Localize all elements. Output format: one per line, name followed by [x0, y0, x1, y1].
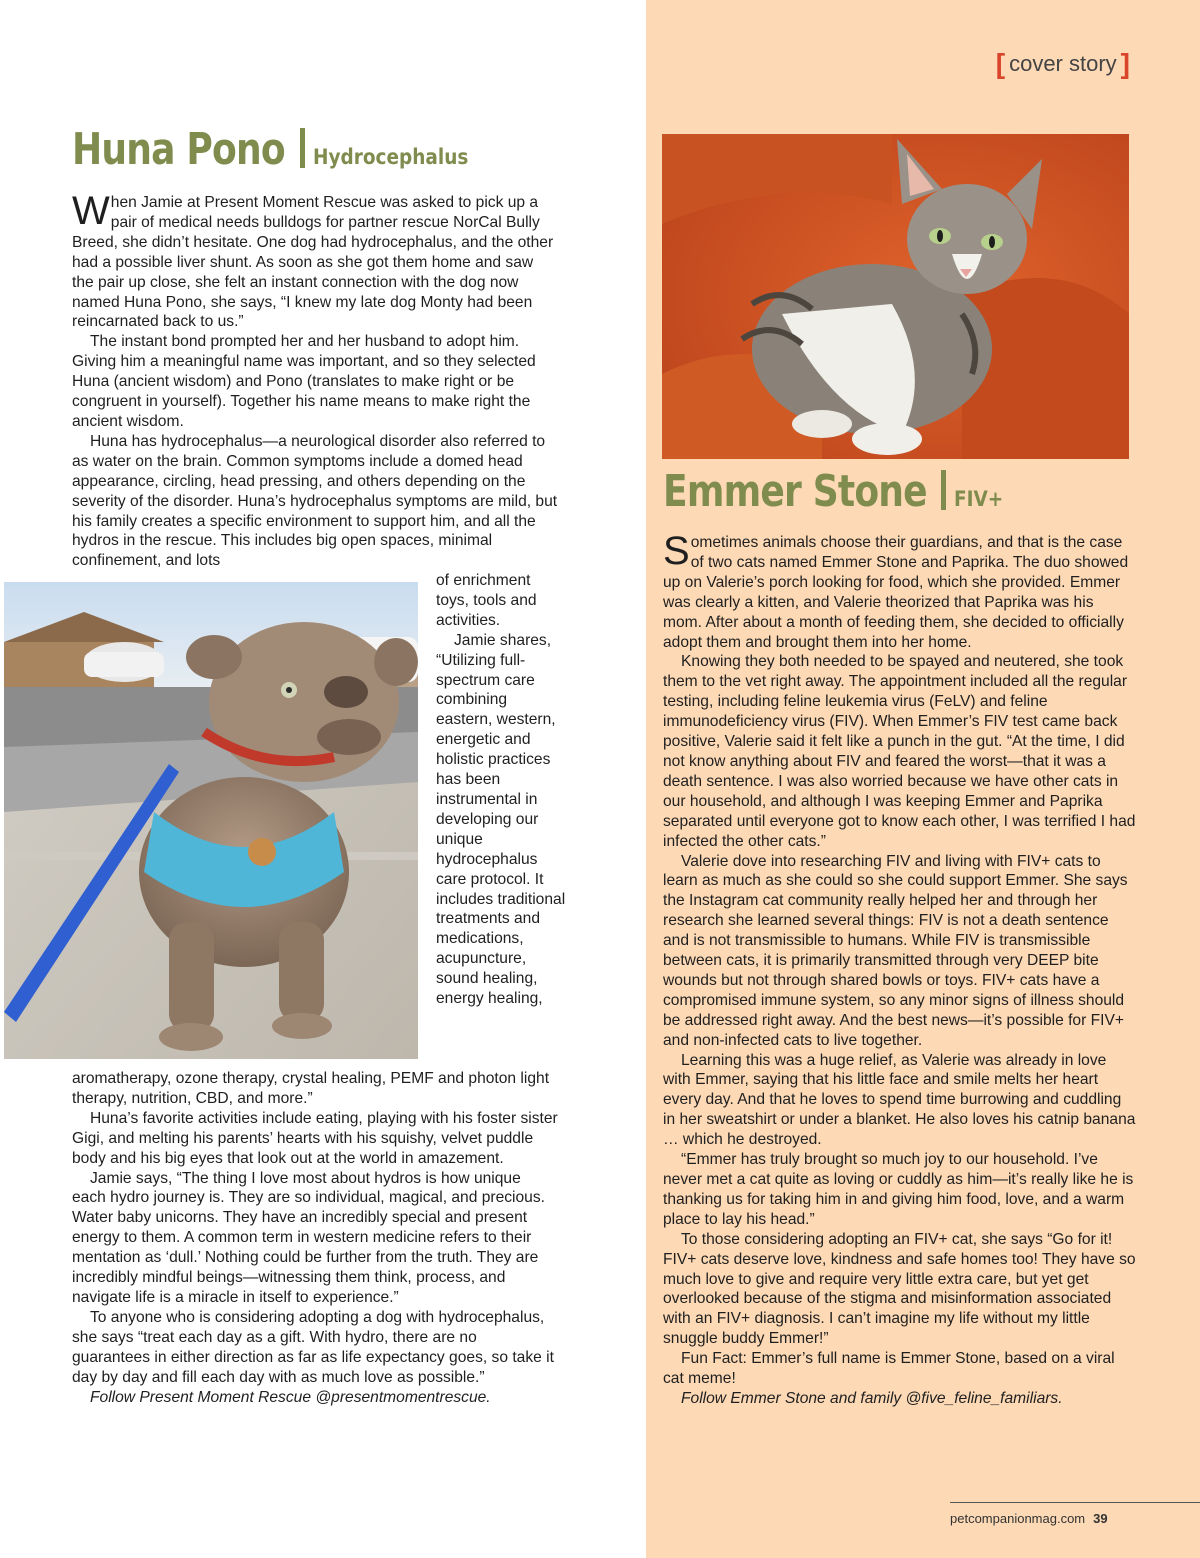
huna-paragraph-4b: aromatherapy, ozone therapy, crystal healing, PEMF and photon light therapy, nutrition, CBD, and more.”: [72, 1070, 550, 1107]
section-label: cover story: [1009, 51, 1117, 76]
huna-body-bottom: [72, 1069, 558, 1407]
emmer-subtitle: FIV+: [953, 487, 1004, 511]
huna-paragraph-3a: Huna has hydrocephalus—a neurological disorder also referred to as water on the brain. Common symptoms include a domed head appearance, circling, head pressing, and others depending on the severity of the disorder. Huna’s hydrocephalus symptoms are mild, but his family creates a specific environment to support him, and all the hydros in the rescue. This includes big open spaces, minimal confinement, and lots: [72, 432, 558, 570]
emmer-paragraph-3: Valerie dove into researching FIV and living with FIV+ cats to learn as much as she could so she could support Emmer. She says the Instagram cat community really helped her and through her research she learned several things: FIV is not a death sentence and is not transmissible to humans. While FIV is transmissible between cats, it is primarily transmitted through very DEEP bite wounds but not through shared bowls or toys. FIV+ cats have a compromised immune system, so any minor signs of illness should be addressed right away. And the best news—it’s possible for FIV+ and non-infected cats to live together.: [663, 852, 1128, 1049]
cat-photo: [662, 134, 1129, 459]
emmer-paragraph-4: Learning this was a huge relief, as Valerie was already in love with Emmer, saying that his little face and smile melts her heart every day. And that he loves to spend time burrowing and cuddling in her sweatshirt or under a blanket. He also loves his catnip banana … which he destroyed.: [663, 1051, 1136, 1149]
huna-paragraph-3b: of enrichment toys, tools and activities.: [436, 572, 537, 629]
emmer-paragraph-2: Knowing they both needed to be spayed and neutered, she took them to the vet right away. The appointment included all the regular testing, including feline leukemia virus (FeLV) and feline immunodeficiency virus (FIV). When Emmer’s FIV test came back positive, Valerie said it felt like a punch in the gut. “At the time, I did not know anything about FIV and feared the worst—that it was a death sentence. I was also worried because we have other cats in our household, and although I was keeping Emmer and Paprika separated until everyone got to know each other, I was terrified I had infected the other cats.”: [663, 653, 1136, 850]
page-number: 39: [1093, 1511, 1108, 1526]
huna-paragraph-4a: Jamie shares, “Utilizing full-spectrum care combining eastern, western, energetic and holistic practices has been instrumental in developing our unique hydrocephalus care protocol. It includes traditional treatments and medications, acupuncture, sound healing, energy healing,: [436, 631, 566, 1008]
page-footer: [950, 1502, 1200, 1526]
huna-title-text: Huna Pono: [72, 124, 285, 175]
emmer-paragraph-7: Fun Fact: Emmer’s full name is Emmer Stone, based on a viral cat meme!: [663, 1350, 1115, 1388]
emmer-paragraph-1: Sometimes animals choose their guardians, and that is the case of two cats named Emmer Stone and Paprika. The duo showed up on Valerie’s porch looking for food, which she provided. Emmer was clearly a kitten, and Valerie theorized that Paprika was his mom. After about a month of feeding them, she decided to officially adopt them and brought them into her home.: [663, 529, 1129, 651]
huna-body-top: [72, 189, 558, 571]
section-tag: [996, 48, 1130, 80]
title-divider-2: [941, 470, 946, 510]
huna-paragraph-7: To anyone who is considering adopting a dog with hydrocephalus, she says “treat each day as a gift. With hydro, there are no guarantees in either direction as far as life expectancy goes, so take it day by day and fill each day with as much love as possible.”: [72, 1308, 554, 1386]
emmer-follow-line: Follow Emmer Stone and family @five_feline_familiars.: [681, 1389, 1063, 1407]
cat-image: [662, 134, 1129, 459]
title-divider: [300, 128, 305, 168]
emmer-title: [663, 466, 1010, 517]
huna-paragraph-2: The instant bond prompted her and her husband to adopt him. Giving him a meaningful name was important, and so they selected Huna (ancient wisdom) and Pono (translates to make right or be congruent in yourself). Together his name means to make right the ancient wisdom.: [72, 333, 536, 430]
huna-body-side: [436, 571, 566, 1009]
bulldog-image: [4, 582, 418, 1059]
huna-title: [72, 124, 489, 175]
bracket-close: ]: [1120, 48, 1130, 79]
emmer-title-text: Emmer Stone: [663, 466, 927, 517]
emmer-paragraph-5: “Emmer has truly brought so much joy to our household. I’ve never met a cat quite as loving or cuddly as him—it’s really like he is thanking us for taking him in and giving him food, love, and a warm place to lay his head.”: [663, 1151, 1134, 1228]
huna-paragraph-5: Huna’s favorite activities include eating, playing with his foster sister Gigi, and melting his parents’ hearts with his squishy, velvet puddle body and his big eyes that look out at the world in amazement.: [72, 1109, 558, 1167]
emmer-dropcap: S: [663, 529, 690, 573]
huna-dropcap: W: [72, 189, 110, 233]
bracket-open: [: [995, 48, 1006, 79]
huna-follow-line: Follow Present Moment Rescue @presentmomentrescue.: [90, 1388, 491, 1406]
huna-subtitle: Hydrocephalus: [312, 145, 468, 169]
huna-paragraph-1: When Jamie at Present Moment Rescue was asked to pick up a pair of medical needs bulldogs for partner rescue NorCal Bully Breed, she didn’t hesitate. One dog had hydrocephalus, and the other had a possible liver shunt. As soon as she got them home and saw the pair up close, she felt an instant connection with the dog now named Huna Pono, she says, “I knew my late dog Monty had been reincarnated back to us.”: [72, 189, 554, 331]
emmer-body: [663, 529, 1136, 1409]
footer-site: petcompanionmag.com: [950, 1511, 1086, 1526]
emmer-paragraph-6: To those considering adopting an FIV+ cat, she says “Go for it! FIV+ cats deserve love, kindness and safe homes too! They have so much love to give and require very little extra care, but yet get overlooked because of the stigma and misinformation associated with an FIV+ diagnosis. I can’t imagine my life without my little snuggle buddy Emmer!”: [663, 1230, 1136, 1348]
dog-photo: [4, 582, 418, 1059]
huna-paragraph-6: Jamie says, “The thing I love most about hydros is how unique each hydro journey is. They are so individual, magical, and precious. Water baby unicorns. They have an incredibly special and present energy to them. A common term in western medicine refers to their mentation as ‘dull.’ Nothing could be further from the truth. They are incredibly mindful beings—witnessing them think, process, and navigate life is a miracle in itself to experience.”: [72, 1169, 545, 1306]
